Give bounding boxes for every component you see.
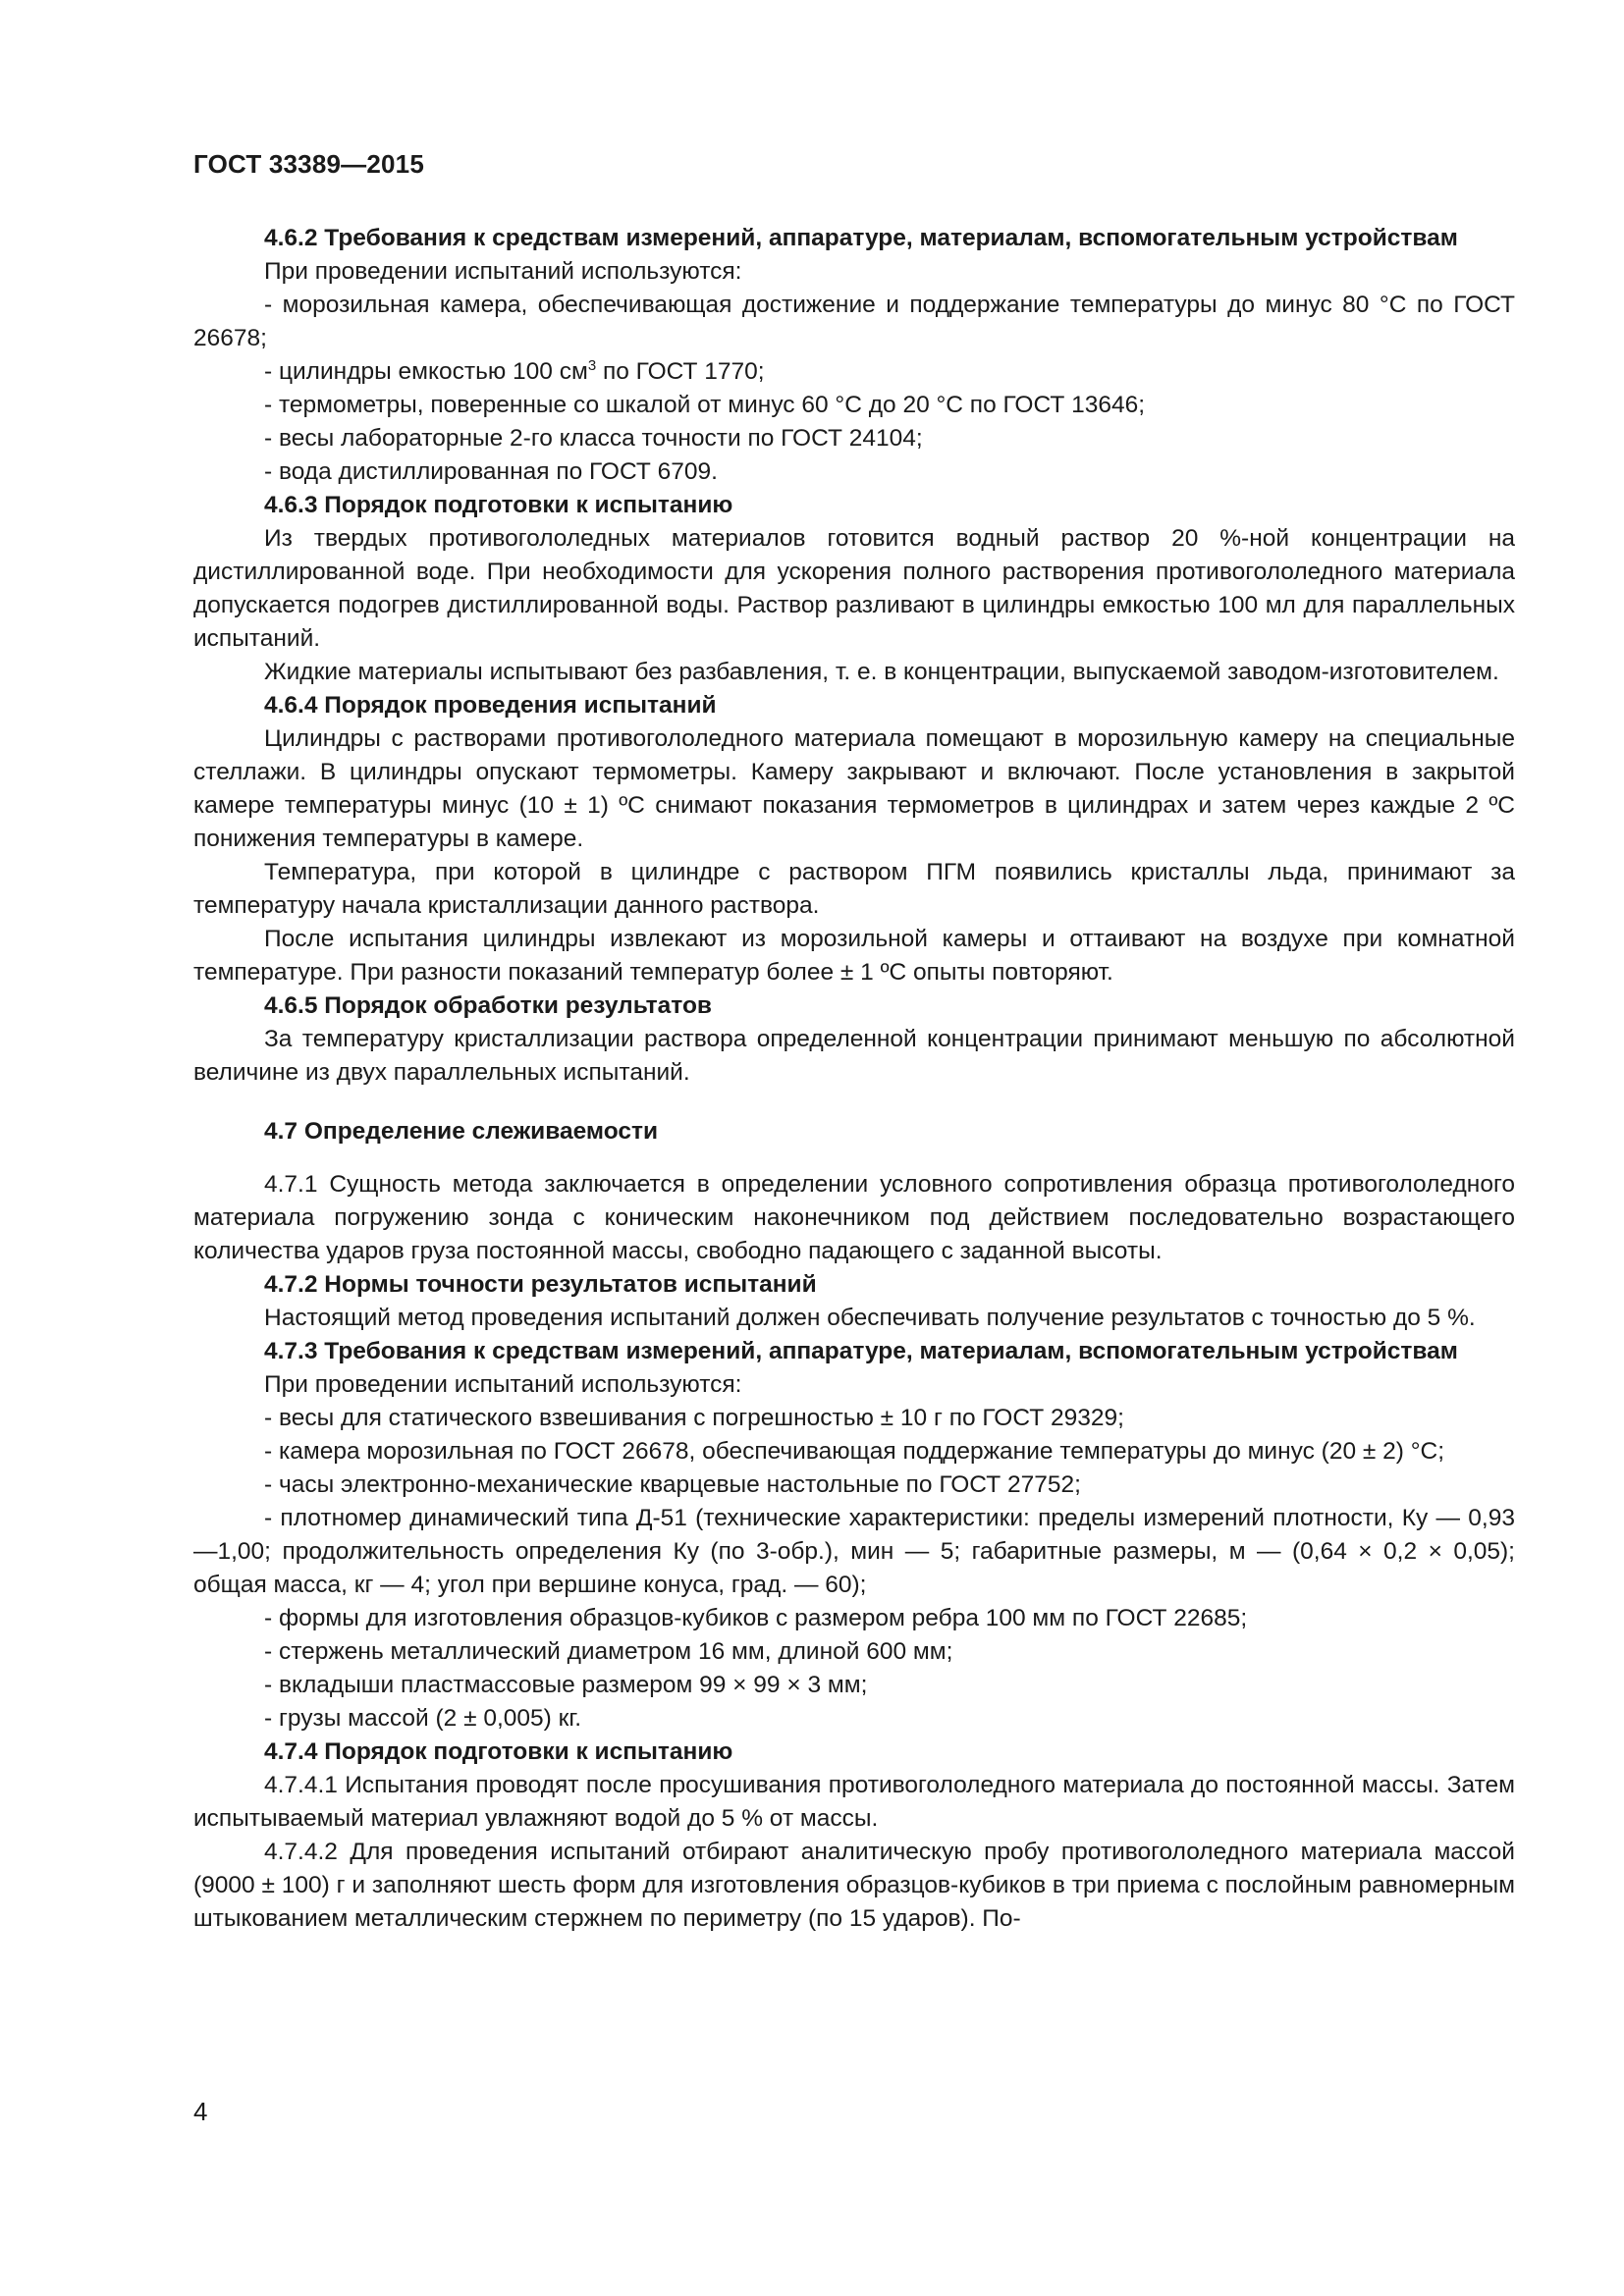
heading-4-6-3: 4.6.3 Порядок подготовки к испытанию: [264, 492, 733, 518]
heading-4-7: 4.7 Определение слеживаемости: [264, 1118, 659, 1145]
page-number: 4: [193, 2097, 208, 2126]
paragraph: Из твердых противогололедных материалов готовится водный раствор 20 %-ной концентрации на дистиллированной воде. При необходимости для ускорения полного растворения противогололедного материала допускается подогрев дистиллированной воды. Раствор разливают в цилиндры емкостью 100 мл для параллельных испытаний.: [193, 525, 1515, 652]
list-item: - вода дистиллированная по ГОСТ 6709.: [264, 458, 718, 485]
paragraph: 4.7.1 Сущность метода заключается в определении условного сопротивления образца противогололедного материала погружению зонда с коническим наконечником под действием последовательно возрастающего количества ударов груза постоянной массы, свободно падающего с заданной высоты.: [193, 1171, 1515, 1264]
document-header: ГОСТ 33389—2015: [193, 149, 424, 179]
superscript: 3: [587, 357, 597, 374]
list-item-text: - цилиндры емкостью 100 см: [264, 358, 588, 385]
paragraph: Цилиндры с растворами противогололедного материала помещают в морозильную камеру на специальные стеллажи. В цилиндры опускают термометры. Камеру закрывают и включают. После установления в закрытой камере температуры минус (10 ± 1) ºС снимают показания термометров в цилиндрах и затем через каждые 2 ºС понижения температуры в камере.: [193, 725, 1515, 852]
heading-4-6-2: 4.6.2 Требования к средствам измерений, аппаратуре, материалам, вспомогательным устройствам: [264, 225, 1458, 251]
heading-4-7-3: 4.7.3 Требования к средствам измерений, аппаратуре, материалам, вспомогательным устройствам: [264, 1338, 1458, 1364]
paragraph: После испытания цилиндры извлекают из морозильной камеры и оттаивают на воздухе при комнатной температуре. При разности показаний температур более ± 1 ºС опыты повторяют.: [193, 926, 1515, 986]
document-body: [193, 222, 1515, 1936]
list-item: - камера морозильная по ГОСТ 26678, обеспечивающая поддержание температуры до минус (20 ± 2) °С;: [264, 1438, 1445, 1465]
paragraph: Настоящий метод проведения испытаний должен обеспечивать получение результатов с точностью до 5 %.: [264, 1305, 1476, 1331]
list-item: - стержень металлический диаметром 16 мм, длиной 600 мм;: [264, 1638, 953, 1665]
list-item-text: по ГОСТ 1770;: [596, 358, 765, 385]
list-item: - морозильная камера, обеспечивающая достижение и поддержание температуры до минус 80 °С по ГОСТ 26678;: [193, 292, 1515, 351]
paragraph: За температуру кристаллизации раствора определенной концентрации принимают меньшую по абсолютной величине из двух параллельных испытаний.: [193, 1026, 1515, 1086]
heading-4-6-5: 4.6.5 Порядок обработки результатов: [264, 992, 712, 1019]
list-item: - термометры, поверенные со шкалой от минус 60 °С до 20 °С по ГОСТ 13646;: [264, 392, 1146, 418]
list-item: [193, 355, 1515, 389]
list-item: - плотномер динамический типа Д-51 (технические характеристики: пределы измерений плотности, Ку — 0,93—1,00; продолжительность определения Ку (по 3-обр.), мин — 5; габаритные размеры, м — (0,64 × 0,2 × 0,05); общая масса, кг — 4; угол при вершине конуса, град. — 60);: [193, 1505, 1515, 1598]
paragraph: При проведении испытаний используются:: [264, 1371, 742, 1398]
paragraph: 4.7.4.1 Испытания проводят после просушивания противогололедного материала до постоянной массы. Затем испытываемый материал увлажняют водой до 5 % от массы.: [193, 1772, 1515, 1832]
paragraph: Жидкие материалы испытывают без разбавления, т. е. в концентрации, выпускаемой заводом-изготовителем.: [264, 659, 1499, 685]
heading-4-6-4: 4.6.4 Порядок проведения испытаний: [264, 692, 717, 719]
list-item: - формы для изготовления образцов-кубиков с размером ребра 100 мм по ГОСТ 22685;: [264, 1605, 1248, 1631]
heading-4-7-4: 4.7.4 Порядок подготовки к испытанию: [264, 1738, 733, 1765]
paragraph: Температура, при которой в цилиндре с раствором ПГМ появились кристаллы льда, принимают за температуру начала кристаллизации данного раствора.: [193, 859, 1515, 919]
list-item: - вкладыши пластмассовые размером 99 × 99 × 3 мм;: [264, 1672, 868, 1698]
paragraph: 4.7.4.2 Для проведения испытаний отбирают аналитическую пробу противогололедного материала массой (9000 ± 100) г и заполняют шесть форм для изготовления образцов-кубиков в три приема с послойным равномерным штыкованием металлическим стержнем по периметру (по 15 ударов). По-: [193, 1839, 1515, 1932]
heading-4-7-2: 4.7.2 Нормы точности результатов испытаний: [264, 1271, 817, 1298]
list-item: - грузы массой (2 ± 0,005) кг.: [264, 1705, 582, 1732]
list-item: - весы для статического взвешивания с погрешностью ± 10 г по ГОСТ 29329;: [264, 1405, 1124, 1431]
paragraph: При проведении испытаний используются:: [264, 258, 742, 285]
list-item: - весы лабораторные 2-го класса точности по ГОСТ 24104;: [264, 425, 923, 452]
list-item: - часы электронно-механические кварцевые настольные по ГОСТ 27752;: [264, 1471, 1081, 1498]
